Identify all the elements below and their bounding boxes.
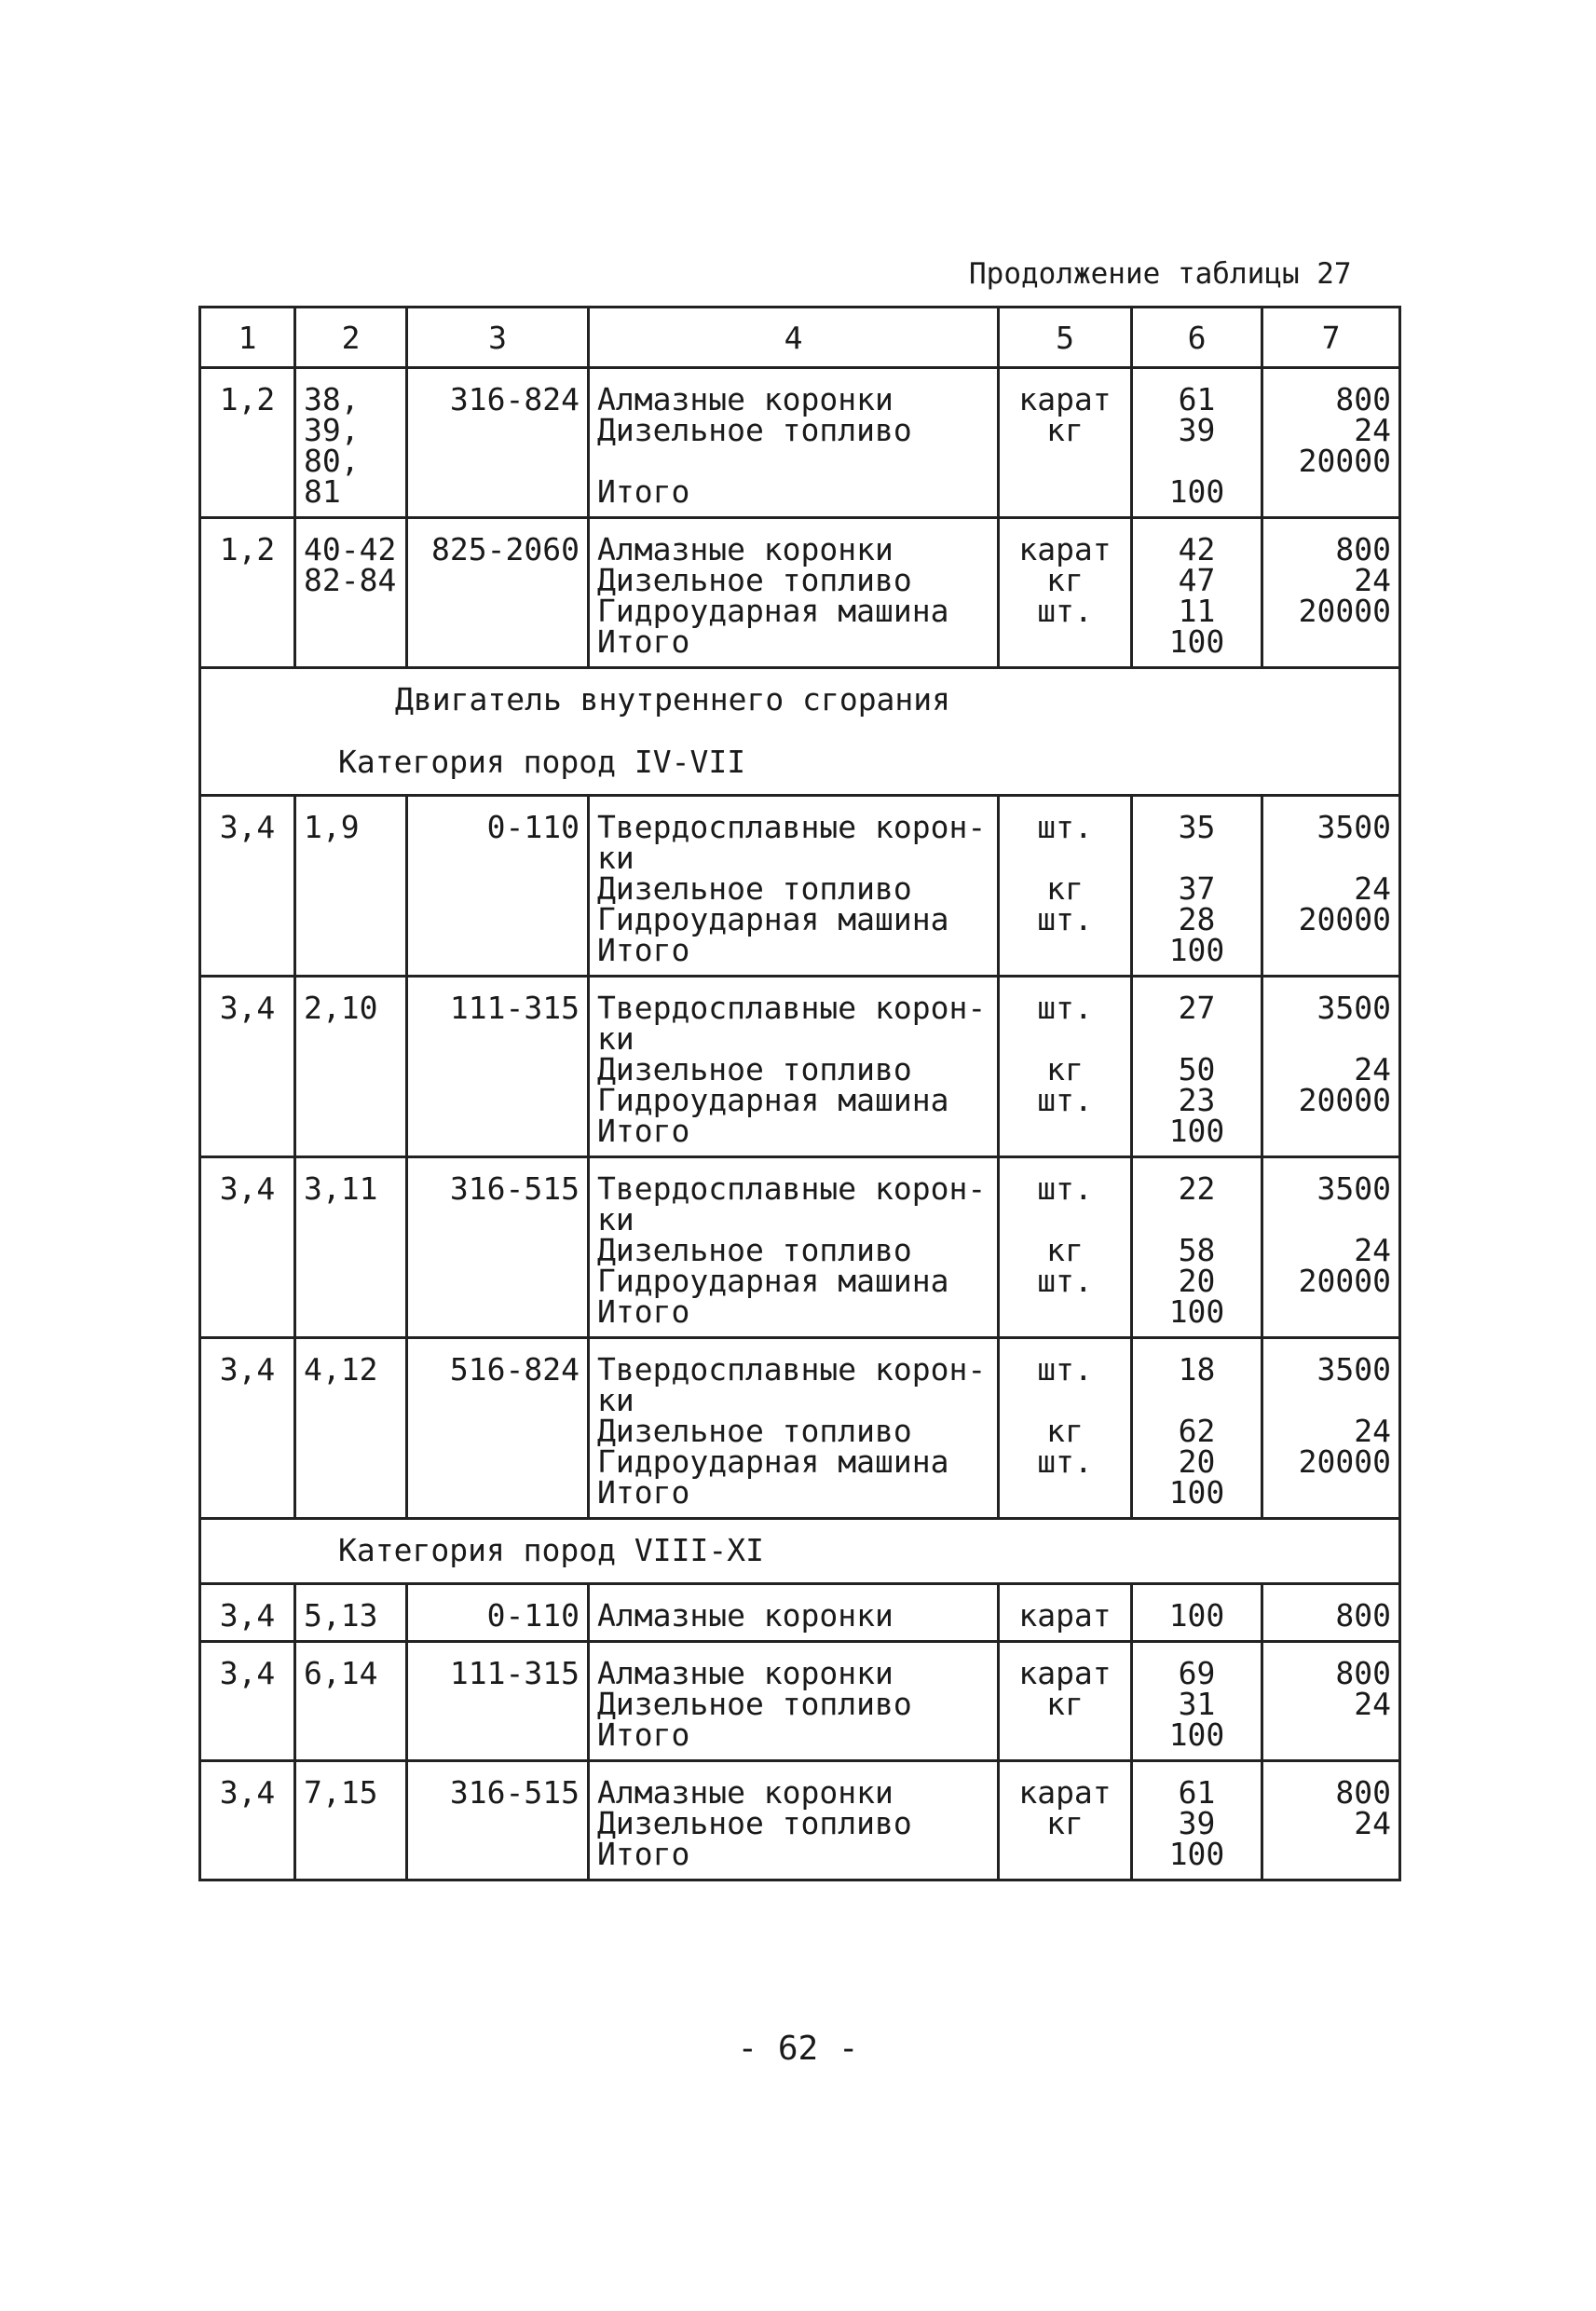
cell-line bbox=[1007, 1477, 1123, 1508]
table-cell-c4 bbox=[589, 1761, 999, 1880]
table-caption: Продолжение таблицы 27 bbox=[969, 257, 1352, 291]
cell-line bbox=[1007, 1204, 1123, 1235]
cell-line: 3,4 bbox=[219, 1597, 276, 1634]
cell-line: 24 bbox=[1354, 412, 1391, 448]
column-header: 4 bbox=[589, 308, 999, 368]
cell-line: Твердосплавные корон- bbox=[597, 1170, 987, 1207]
cell-line: Дизельное топливо bbox=[597, 1413, 912, 1449]
table-cell-c4 bbox=[589, 1584, 999, 1642]
cell-line: 47 bbox=[1178, 562, 1216, 598]
cell-line bbox=[1271, 1115, 1391, 1146]
page-number: - 62 - bbox=[737, 2030, 859, 2068]
cell-line: 1,2 bbox=[219, 381, 276, 417]
column-header: 1 bbox=[200, 308, 295, 368]
cell-line: Гидроударная машина bbox=[597, 1263, 949, 1299]
cell-line: 800 bbox=[1335, 1774, 1391, 1811]
cell-line: 4,12 bbox=[304, 1351, 378, 1388]
table-cell-c1 bbox=[200, 1642, 295, 1761]
cell-line: 3,4 bbox=[219, 1655, 276, 1691]
table-cell-c6 bbox=[1132, 1584, 1262, 1642]
rock-category-label: Категория пород VIII-XI bbox=[338, 1532, 764, 1568]
cell-line: 38, bbox=[304, 381, 360, 417]
table-cell-c2 bbox=[295, 977, 407, 1157]
table-cell-c7 bbox=[1262, 518, 1400, 668]
cell-line: 0-110 bbox=[486, 809, 580, 845]
table-cell-c7 bbox=[1262, 1157, 1400, 1338]
cell-line: шт. bbox=[1037, 593, 1093, 629]
cell-line: 100 bbox=[1168, 623, 1225, 660]
cell-line: 20 bbox=[1178, 1443, 1216, 1480]
cell-line: 40-42 bbox=[304, 531, 397, 567]
column-header: 5 bbox=[999, 308, 1132, 368]
cell-line: Итого bbox=[597, 1474, 690, 1511]
cell-line: 316-515 bbox=[449, 1774, 580, 1811]
cell-line: 516-824 bbox=[449, 1351, 580, 1388]
table-row bbox=[200, 1338, 1400, 1519]
table-row bbox=[200, 1761, 1400, 1880]
table-cell-c6 bbox=[1132, 368, 1262, 518]
cell-line: 3,4 bbox=[219, 1774, 276, 1811]
table-cell-c5 bbox=[999, 1642, 1132, 1761]
table-cell-c6 bbox=[1132, 796, 1262, 977]
cell-line: 3500 bbox=[1316, 1170, 1391, 1207]
table-cell-c1 bbox=[200, 518, 295, 668]
cell-line bbox=[1007, 1719, 1123, 1750]
cell-line: 61 bbox=[1178, 1774, 1216, 1811]
cell-line: кг bbox=[1046, 870, 1084, 907]
cell-line: 3,11 bbox=[304, 1170, 378, 1207]
table-row bbox=[200, 1584, 1400, 1642]
table-cell-c2 bbox=[295, 796, 407, 977]
table-header-row bbox=[200, 308, 1400, 368]
table-cell-c3 bbox=[407, 368, 589, 518]
table-cell-c5 bbox=[999, 518, 1132, 668]
table-body bbox=[200, 308, 1400, 1880]
cell-line: 11 bbox=[1178, 593, 1216, 629]
cell-line bbox=[1271, 1477, 1391, 1508]
cell-line bbox=[1271, 1385, 1391, 1415]
cell-line: 18 bbox=[1178, 1351, 1216, 1388]
cell-line: ки bbox=[597, 1201, 634, 1238]
table-cell-c6 bbox=[1132, 1761, 1262, 1880]
cell-line: Алмазные коронки bbox=[597, 1597, 893, 1634]
table-cell-c4 bbox=[589, 796, 999, 977]
cell-line bbox=[1007, 476, 1123, 507]
cell-line: 24 bbox=[1354, 1232, 1391, 1268]
cell-line: кг bbox=[1046, 412, 1084, 448]
cell-line: Дизельное топливо bbox=[597, 562, 912, 598]
table-cell-c5 bbox=[999, 1338, 1132, 1519]
table-cell-c3 bbox=[407, 1642, 589, 1761]
cell-line: 39 bbox=[1178, 1805, 1216, 1841]
cell-line: кг bbox=[1046, 1232, 1084, 1268]
table-cell-c6 bbox=[1132, 1157, 1262, 1338]
cell-line: 24 bbox=[1354, 1686, 1391, 1722]
table-cell-c1 bbox=[200, 977, 295, 1157]
column-header: 7 bbox=[1262, 308, 1400, 368]
cell-line bbox=[1007, 1839, 1123, 1869]
table-cell-c4 bbox=[589, 1338, 999, 1519]
cell-line: 6,14 bbox=[304, 1655, 378, 1691]
cell-line: 27 bbox=[1178, 990, 1216, 1026]
cell-line: 20 bbox=[1178, 1263, 1216, 1299]
cell-line: 22 bbox=[1178, 1170, 1216, 1207]
cell-line: шт. bbox=[1037, 1263, 1093, 1299]
table-cell-c4 bbox=[589, 518, 999, 668]
cell-line: 23 bbox=[1178, 1082, 1216, 1118]
cell-line: 1,9 bbox=[304, 809, 360, 845]
table-cell-c2 bbox=[295, 518, 407, 668]
table-cell-c6 bbox=[1132, 518, 1262, 668]
cell-line: шт. bbox=[1037, 1351, 1093, 1388]
table-cell-c7 bbox=[1262, 1584, 1400, 1642]
cell-line: Итого bbox=[597, 1293, 690, 1330]
rock-category-label: Категория пород IV-VII bbox=[338, 744, 746, 780]
cell-line: 20000 bbox=[1298, 593, 1391, 629]
cell-line: шт. bbox=[1037, 1082, 1093, 1118]
cell-line: Итого bbox=[597, 1113, 690, 1149]
cell-line bbox=[1140, 1385, 1253, 1415]
cell-line bbox=[1271, 842, 1391, 873]
cell-line: Дизельное топливо bbox=[597, 1051, 912, 1087]
table-row bbox=[200, 977, 1400, 1157]
cell-line bbox=[1007, 445, 1123, 476]
cell-line: Гидроударная машина bbox=[597, 593, 949, 629]
table-cell-c5 bbox=[999, 1761, 1132, 1880]
cell-line: Алмазные коронки bbox=[597, 1774, 893, 1811]
cell-line: Алмазные коронки bbox=[597, 1655, 893, 1691]
cell-line bbox=[1140, 842, 1253, 873]
cell-line: 100 bbox=[1168, 1474, 1225, 1511]
table-cell-c3 bbox=[407, 796, 589, 977]
table-cell-c6 bbox=[1132, 977, 1262, 1157]
table-cell-c3 bbox=[407, 977, 589, 1157]
cell-line: 100 bbox=[1168, 1293, 1225, 1330]
cell-line: 39, bbox=[304, 412, 360, 448]
cell-line: 61 bbox=[1178, 381, 1216, 417]
table-cell-c4 bbox=[589, 368, 999, 518]
cell-line: 0-110 bbox=[486, 1597, 580, 1634]
cell-line bbox=[1271, 1719, 1391, 1750]
cell-line bbox=[1007, 935, 1123, 965]
cell-line: Дизельное топливо bbox=[597, 1232, 912, 1268]
cell-line bbox=[1140, 1204, 1253, 1235]
table-cell-c4 bbox=[589, 1157, 999, 1338]
table-cell-c7 bbox=[1262, 796, 1400, 977]
cell-line: 58 bbox=[1178, 1232, 1216, 1268]
cell-line bbox=[1007, 1115, 1123, 1146]
cell-line: 800 bbox=[1335, 381, 1391, 417]
cell-line bbox=[1271, 626, 1391, 657]
cell-line: 24 bbox=[1354, 1051, 1391, 1087]
table-cell-c1 bbox=[200, 368, 295, 518]
table-cell-c5 bbox=[999, 1584, 1132, 1642]
cell-line: 3500 bbox=[1316, 809, 1391, 845]
cell-line: Твердосплавные корон- bbox=[597, 1351, 987, 1388]
cell-line: 3,4 bbox=[219, 809, 276, 845]
cell-line: карат bbox=[1018, 381, 1112, 417]
cell-line: 37 bbox=[1178, 870, 1216, 907]
cell-line: 3,4 bbox=[219, 990, 276, 1026]
table-cell-c2 bbox=[295, 1761, 407, 1880]
table-cell-c2 bbox=[295, 1584, 407, 1642]
cell-line: шт. bbox=[1037, 1170, 1093, 1207]
cell-line bbox=[1271, 1296, 1391, 1327]
cell-line: 3,4 bbox=[219, 1170, 276, 1207]
cell-line: карат bbox=[1018, 531, 1112, 567]
cell-line bbox=[1140, 1023, 1253, 1054]
cell-line: шт. bbox=[1037, 1443, 1093, 1480]
cell-line: 39 bbox=[1178, 412, 1216, 448]
cell-line: Итого bbox=[597, 623, 690, 660]
cell-line bbox=[1007, 1385, 1123, 1415]
column-header: 3 bbox=[407, 308, 589, 368]
cell-line: Алмазные коронки bbox=[597, 381, 893, 417]
cell-line: 800 bbox=[1335, 1655, 1391, 1691]
cell-line: карат bbox=[1018, 1597, 1112, 1634]
cell-line: 111-315 bbox=[449, 1655, 580, 1691]
table-cell-c6 bbox=[1132, 1642, 1262, 1761]
cell-line: кг bbox=[1046, 1413, 1084, 1449]
cell-line bbox=[1007, 842, 1123, 873]
cell-line bbox=[597, 445, 989, 476]
cell-line: 20000 bbox=[1298, 1443, 1391, 1480]
cell-line: 35 bbox=[1178, 809, 1216, 845]
cell-line: 2,10 bbox=[304, 990, 378, 1026]
cell-line bbox=[1007, 626, 1123, 657]
table-cell-c6 bbox=[1132, 1338, 1262, 1519]
cell-line: Твердосплавные корон- bbox=[597, 990, 987, 1026]
table-cell-c4 bbox=[589, 1642, 999, 1761]
cell-line: 800 bbox=[1335, 1597, 1391, 1634]
cell-line: Дизельное топливо bbox=[597, 1686, 912, 1722]
cell-line: Итого bbox=[597, 473, 690, 510]
cell-line: ки bbox=[597, 1020, 634, 1057]
cell-line: Гидроударная машина bbox=[597, 901, 949, 937]
section-subtitle-row bbox=[200, 1519, 1400, 1584]
cell-line: кг bbox=[1046, 1805, 1084, 1841]
cell-line: 3500 bbox=[1316, 990, 1391, 1026]
cell-line: 316-824 bbox=[449, 381, 580, 417]
table-cell-c7 bbox=[1262, 1642, 1400, 1761]
cell-line bbox=[1271, 1204, 1391, 1235]
table-cell-c7 bbox=[1262, 977, 1400, 1157]
cell-line: 81 bbox=[304, 473, 341, 510]
cell-line: Алмазные коронки bbox=[597, 531, 893, 567]
cell-line: 20000 bbox=[1298, 1263, 1391, 1299]
cell-line: шт. bbox=[1037, 990, 1093, 1026]
cell-line: 24 bbox=[1354, 562, 1391, 598]
section-title: Двигатель внутреннего сгорания bbox=[395, 681, 951, 718]
cell-line bbox=[1271, 476, 1391, 507]
cell-line: Дизельное топливо bbox=[597, 870, 912, 907]
table-cell-c5 bbox=[999, 977, 1132, 1157]
column-header: 6 bbox=[1132, 308, 1262, 368]
table-cell-c7 bbox=[1262, 1338, 1400, 1519]
cell-line: кг bbox=[1046, 1686, 1084, 1722]
table-cell-c3 bbox=[407, 1338, 589, 1519]
table-cell-c1 bbox=[200, 1584, 295, 1642]
cell-line: 100 bbox=[1168, 1836, 1225, 1872]
cell-line: 24 bbox=[1354, 1413, 1391, 1449]
cell-line: 24 bbox=[1354, 1805, 1391, 1841]
cell-line bbox=[1271, 1839, 1391, 1869]
cell-line: Итого bbox=[597, 932, 690, 968]
table-row bbox=[200, 368, 1400, 518]
table-row bbox=[200, 1157, 1400, 1338]
cell-line: 24 bbox=[1354, 870, 1391, 907]
table-cell-c5 bbox=[999, 1157, 1132, 1338]
cell-line: 800 bbox=[1335, 531, 1391, 567]
cell-line: карат bbox=[1018, 1655, 1112, 1691]
table-cell-c2 bbox=[295, 368, 407, 518]
cell-line: Гидроударная машина bbox=[597, 1082, 949, 1118]
cell-line: 20000 bbox=[1298, 443, 1391, 479]
cell-line: Твердосплавные корон- bbox=[597, 809, 987, 845]
table-row bbox=[200, 1642, 1400, 1761]
column-header: 2 bbox=[295, 308, 407, 368]
table-cell-c4 bbox=[589, 977, 999, 1157]
cell-line bbox=[1140, 445, 1253, 476]
table-row bbox=[200, 796, 1400, 977]
table-cell-c3 bbox=[407, 1584, 589, 1642]
cell-line: Дизельное топливо bbox=[597, 1805, 912, 1841]
cell-line: 20000 bbox=[1298, 901, 1391, 937]
cell-line bbox=[1007, 1296, 1123, 1327]
cell-line: 28 bbox=[1178, 901, 1216, 937]
cell-line: 42 bbox=[1178, 531, 1216, 567]
cell-line: карат bbox=[1018, 1774, 1112, 1811]
cell-line: 3,4 bbox=[219, 1351, 276, 1388]
cell-line: Гидроударная машина bbox=[597, 1443, 949, 1480]
table-cell-c1 bbox=[200, 1338, 295, 1519]
cell-line: 7,15 bbox=[304, 1774, 378, 1811]
cell-line: ки bbox=[597, 1382, 634, 1418]
section-subtitle-row bbox=[200, 732, 1400, 796]
table-cell-c5 bbox=[999, 368, 1132, 518]
cell-line: 69 bbox=[1178, 1655, 1216, 1691]
table-cell-c3 bbox=[407, 1761, 589, 1880]
cell-line: ки bbox=[597, 840, 634, 876]
table-cell-c7 bbox=[1262, 1761, 1400, 1880]
table-cell-c1 bbox=[200, 796, 295, 977]
cell-line: кг bbox=[1046, 1051, 1084, 1087]
cell-line: Дизельное топливо bbox=[597, 412, 912, 448]
cell-line: 316-515 bbox=[449, 1170, 580, 1207]
cell-line: 5,13 bbox=[304, 1597, 378, 1634]
cell-line bbox=[1271, 1023, 1391, 1054]
table-cell-c3 bbox=[407, 518, 589, 668]
table-cell-c2 bbox=[295, 1642, 407, 1761]
cell-line: 1,2 bbox=[219, 531, 276, 567]
cell-line: шт. bbox=[1037, 901, 1093, 937]
table-cell-c1 bbox=[200, 1157, 295, 1338]
cell-line bbox=[1007, 1023, 1123, 1054]
table-cell-c1 bbox=[200, 1761, 295, 1880]
cell-line: кг bbox=[1046, 562, 1084, 598]
norms-table bbox=[198, 306, 1401, 1881]
cell-line: 100 bbox=[1168, 1597, 1225, 1634]
cell-line: 100 bbox=[1168, 932, 1225, 968]
cell-line: шт. bbox=[1037, 809, 1093, 845]
cell-line: 3500 bbox=[1316, 1351, 1391, 1388]
cell-line: 31 bbox=[1178, 1686, 1216, 1722]
cell-line: 100 bbox=[1168, 473, 1225, 510]
cell-line: 80, bbox=[304, 443, 360, 479]
cell-line: 825-2060 bbox=[431, 531, 580, 567]
cell-line: 82-84 bbox=[304, 562, 397, 598]
table-cell-c2 bbox=[295, 1338, 407, 1519]
cell-line: 50 bbox=[1178, 1051, 1216, 1087]
cell-line: Итого bbox=[597, 1716, 690, 1753]
cell-line: 111-315 bbox=[449, 990, 580, 1026]
table-cell-c5 bbox=[999, 796, 1132, 977]
table-cell-c2 bbox=[295, 1157, 407, 1338]
section-heading-row bbox=[200, 668, 1400, 732]
cell-line: 100 bbox=[1168, 1113, 1225, 1149]
cell-line bbox=[1271, 935, 1391, 965]
cell-line: Итого bbox=[597, 1836, 690, 1872]
cell-line: 100 bbox=[1168, 1716, 1225, 1753]
table-row bbox=[200, 518, 1400, 668]
table-cell-c3 bbox=[407, 1157, 589, 1338]
cell-line: 62 bbox=[1178, 1413, 1216, 1449]
cell-line: 20000 bbox=[1298, 1082, 1391, 1118]
table-cell-c7 bbox=[1262, 368, 1400, 518]
